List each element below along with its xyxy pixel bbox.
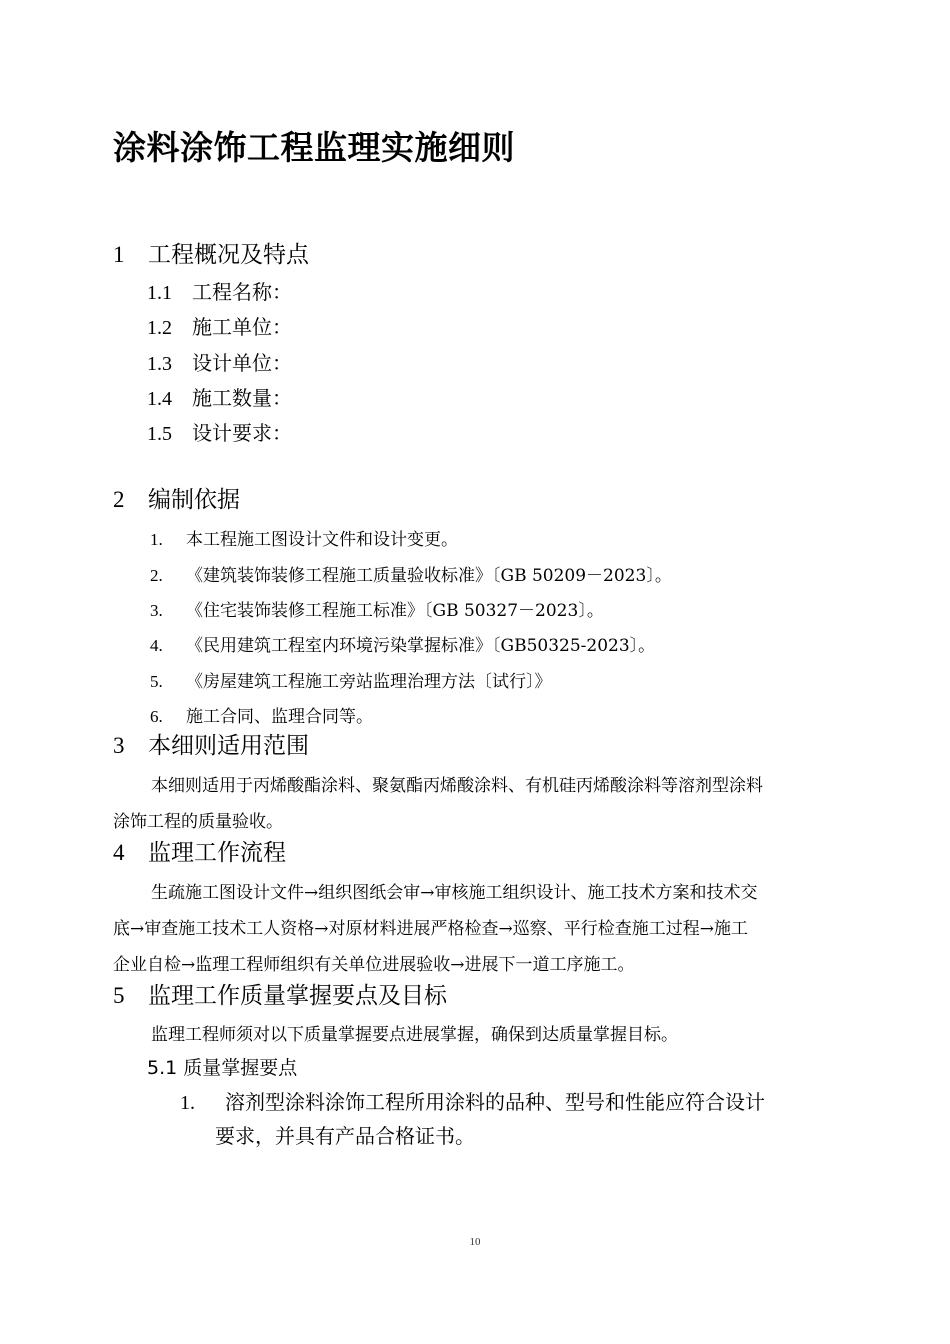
subsection-5-1-heading: 5.1 质量掌握要点 <box>147 1057 298 1079</box>
paragraph-line: 企业自检→监理工程师组织有关单位进展验收→进展下一道工序施工。 <box>113 955 635 975</box>
subsection-label: 施工数量： <box>192 386 292 410</box>
subsection-label: 设计单位： <box>192 351 292 375</box>
subsection-1-4 <box>147 382 292 411</box>
section-2-heading <box>113 481 240 514</box>
section-number: 4 <box>113 840 125 865</box>
basis-item-5 <box>150 667 552 692</box>
list-number: 3. <box>150 601 163 620</box>
list-number: 1. <box>180 1092 195 1114</box>
section-3-heading <box>113 727 309 760</box>
subsection-label: 设计要求： <box>192 421 292 445</box>
subsection-label: 施工单位： <box>192 315 292 339</box>
basis-item-4 <box>150 631 655 656</box>
section-number: 2 <box>113 487 125 512</box>
basis-item-3 <box>150 596 604 621</box>
subsection-1-1 <box>147 276 292 305</box>
subsection-number: 1.1 <box>147 282 172 304</box>
page-number: 10 <box>469 1236 481 1248</box>
requirement-text: 溶剂型涂料涂饰工程所用涂料的品种、型号和性能应符合设计 <box>225 1090 765 1114</box>
scope-paragraph <box>113 768 843 840</box>
quality-intro <box>113 1017 843 1053</box>
requirement-text-continued: 要求，并具有产品合格证书。 <box>215 1124 475 1148</box>
section-number: 1 <box>113 242 125 267</box>
section-4-heading <box>113 834 286 867</box>
basis-item-2 <box>150 561 672 586</box>
subsection-1-5 <box>147 417 292 446</box>
section-number: 3 <box>113 733 125 758</box>
section-title: 本细则适用范围 <box>148 733 309 759</box>
list-text: 《建筑装饰装修工程施工质量验收标准》〔GB 50209－2023〕。 <box>186 566 672 586</box>
basis-item-6 <box>150 702 373 727</box>
list-text: 《民用建筑工程室内环境污染掌握标准》〔GB50325-2023〕。 <box>186 636 656 656</box>
subsection-number: 1.4 <box>147 388 172 410</box>
section-title: 编制依据 <box>148 487 240 513</box>
list-text: 《房屋建筑工程施工旁站监理治理方法〔试行〕》 <box>186 672 552 692</box>
document-title: 涂料涂饰工程监理实施细则 <box>113 128 515 167</box>
list-text: 《住宅装饰装修工程施工标准》〔GB 50327－2023〕。 <box>186 601 604 621</box>
workflow-paragraph <box>113 875 843 983</box>
subsection-label: 工程名称： <box>192 280 292 304</box>
subsection-number: 1.5 <box>147 423 172 445</box>
section-number: 5 <box>113 983 125 1008</box>
list-number: 5. <box>150 672 163 691</box>
section-title: 监理工作流程 <box>148 840 286 866</box>
section-title: 监理工作质量掌握要点及目标 <box>148 983 447 1009</box>
paragraph-line: 本细则适用于丙烯酸酯涂料、聚氨酯丙烯酸涂料、有机硅丙烯酸涂料等溶剂型涂料 <box>151 776 763 796</box>
list-number: 6. <box>150 707 163 726</box>
paragraph-line: 生疏施工图设计文件→组织图纸会审→审核施工组织设计、施工技术方案和技术交 <box>151 883 758 903</box>
paragraph-line: 监理工程师须对以下质量掌握要点进展掌握，确保到达质量掌握目标。 <box>151 1025 678 1045</box>
basis-item-1 <box>150 525 458 550</box>
list-text: 施工合同、监理合同等。 <box>186 707 373 727</box>
section-title: 工程概况及特点 <box>148 242 309 268</box>
paragraph-line: 涂饰工程的质量验收。 <box>113 812 283 832</box>
list-number: 1. <box>150 530 163 549</box>
list-number: 4. <box>150 636 163 655</box>
paragraph-line: 底→审查施工技术工人资格→对原材料进展严格检查→巡察、平行检查施工过程→施工 <box>113 919 748 939</box>
subsection-number: 1.2 <box>147 317 172 339</box>
subsection-1-3 <box>147 347 292 376</box>
subsection-number: 1.3 <box>147 353 172 375</box>
subsection-1-2 <box>147 311 292 340</box>
section-1-heading <box>113 236 309 269</box>
list-text: 本工程施工图设计文件和设计变更。 <box>186 530 458 550</box>
requirement-item-1 <box>180 1086 840 1153</box>
list-number: 2. <box>150 566 163 585</box>
section-5-heading <box>113 977 447 1010</box>
